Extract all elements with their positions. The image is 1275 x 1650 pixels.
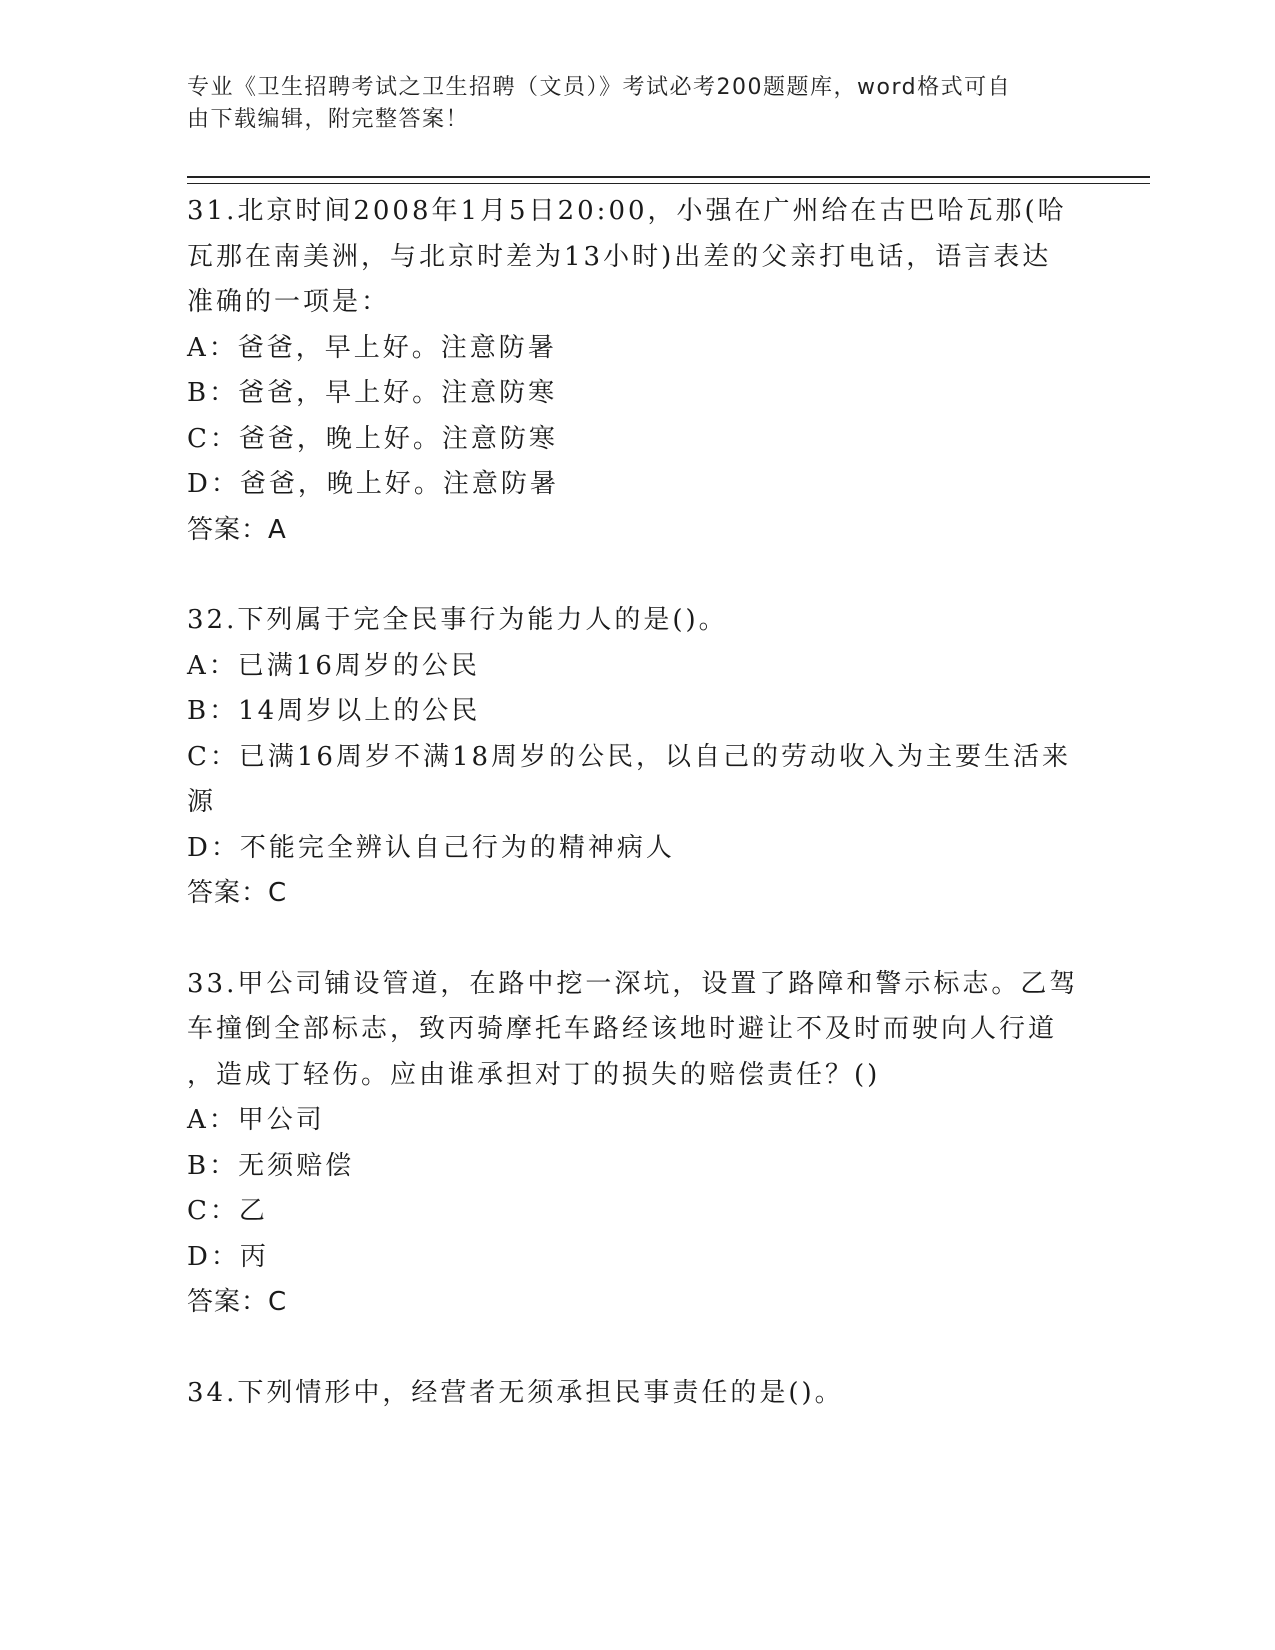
header-rule-thick [187,176,1150,178]
question-stem-line: ，造成丁轻伤。应由谁承担对丁的损失的赔偿责任？() [187,1059,881,1090]
option-d: D：不能完全辨认自己行为的精神病人 [187,832,675,863]
option-c: C：爸爸，晚上好。注意防寒 [187,423,558,454]
option-b: B：无须赔偿 [187,1150,355,1181]
question-stem-line: 准确的一项是： [187,287,391,317]
header-line-2: 由下载编辑，附完整答案！ [187,107,470,132]
question-stem-line: 车撞倒全部标志，致丙骑摩托车路经该地时避让不及时而驶向人行道 [187,1014,1058,1044]
header-rule-thin [187,183,1150,184]
option-b: B：爸爸，早上好。注意防寒 [187,378,558,408]
option-c: C：乙 [187,1196,268,1226]
question-list [187,189,1087,1416]
question-stem-line: 34.下列情形中，经营者无须承担民事责任的是()。 [187,1377,844,1408]
option-a: A：甲公司 [187,1105,325,1135]
question-stem-line: 31.北京时间2008年1月5日20:00，小强在广州给在古巴哈瓦那(哈 [187,196,1067,226]
question-34 [187,1371,1087,1417]
option-a: A：爸爸，早上好。注意防暑 [187,332,557,363]
question-spacer [187,1326,1087,1371]
option-c-continued: 源 [187,787,217,817]
option-c: C：已满16周岁不满18周岁的公民，以自己的劳动收入为主要生活来 [187,741,1072,772]
option-a: A：已满16周岁的公民 [187,650,480,681]
question-spacer [187,553,1087,598]
answer: 答案：C [187,878,288,908]
question-spacer [187,917,1087,962]
option-b: B：14周岁以上的公民 [187,696,481,726]
document-header [187,72,1067,136]
question-33 [187,962,1087,1326]
question-31 [187,189,1087,553]
question-stem-line: 瓦那在南美洲，与北京时差为13小时)出差的父亲打电话，语言表达 [187,241,1052,272]
question-stem-line: 33.甲公司铺设管道，在路中挖一深坑，设置了路障和警示标志。乙驾 [187,968,1079,999]
header-line-1: 专业《卫生招聘考试之卫生招聘（文员）》考试必考200题题库，word格式可自 [187,75,1012,100]
option-d: D：爸爸，晚上好。注意防暑 [187,469,559,499]
question-stem-line: 32.下列属于完全民事行为能力人的是()。 [187,605,728,635]
question-32 [187,598,1087,917]
option-d: D：丙 [187,1241,269,1272]
answer: 答案：A [187,514,287,545]
answer: 答案：C [187,1287,288,1317]
